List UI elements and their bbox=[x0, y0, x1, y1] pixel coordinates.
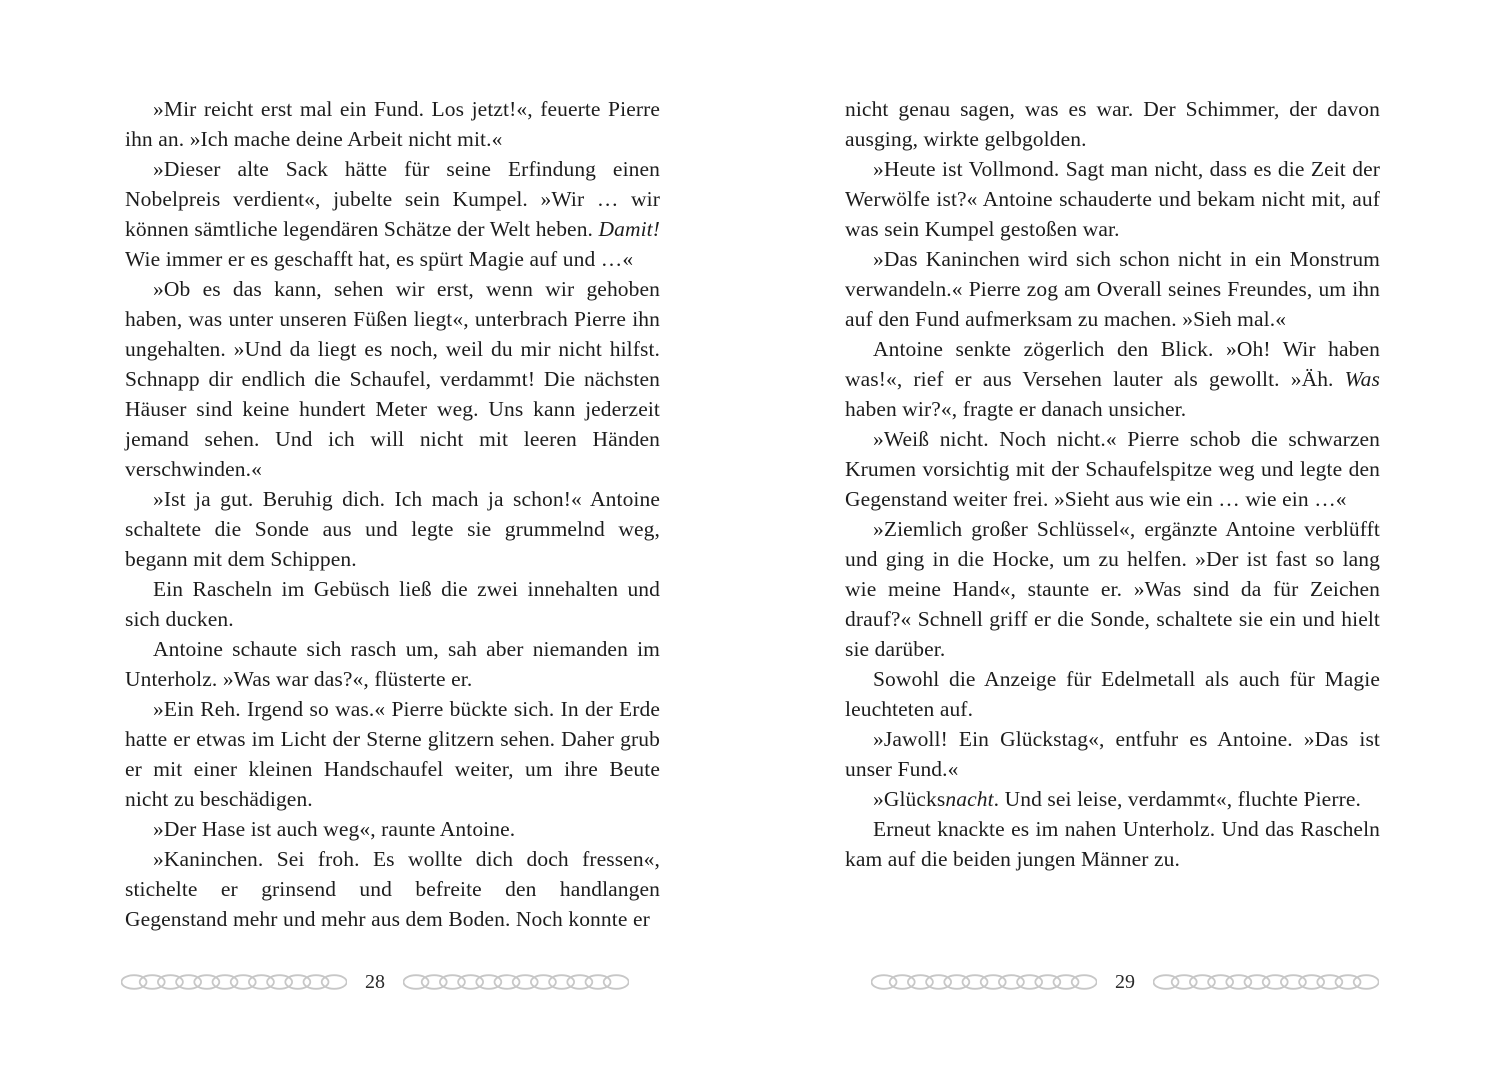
paragraph: »Mir reicht erst mal ein Fund. Los jetzt!«, feuerte Pierre ihn an. »Ich mache deine Arbeit nicht mit.« bbox=[125, 97, 660, 151]
page-footer bbox=[750, 970, 1500, 994]
page-text bbox=[845, 94, 1380, 874]
page-number: 29 bbox=[1115, 971, 1135, 993]
paragraph: »Ist ja gut. Beruhig dich. Ich mach ja schon!« Antoine schaltete die Sonde aus und legte sie grummelnd weg, begann mit dem Schippen. bbox=[125, 487, 660, 571]
paragraph: »Ein Reh. Irgend so was.« Pierre bückte sich. In der Erde hatte er etwas im Licht der Sterne glitzern sehen. Daher grub er mit einer kleinen Handschaufel weiter, um ihre Beute nicht zu beschädigen. bbox=[125, 697, 660, 811]
paragraph: Sowohl die Anzeige für Edelmetall als auch für Magie leuchteten auf. bbox=[845, 667, 1380, 721]
chain-ornament-icon bbox=[403, 971, 629, 993]
paragraph: »Kaninchen. Sei froh. Es wollte dich doch fressen«, stichelte er grinsend und befreite den handlangen Gegenstand mehr und mehr aus dem Boden. Noch konnte er bbox=[125, 847, 660, 931]
page-right bbox=[750, 0, 1500, 1086]
paragraph: »Das Kaninchen wird sich schon nicht in ein Monstrum verwandeln.« Pierre zog am Overall seines Freundes, um ihn auf den Fund aufmerksam zu machen. »Sieh mal.« bbox=[845, 247, 1380, 331]
paragraph: »Ob es das kann, sehen wir erst, wenn wir gehoben haben, was unter unseren Füßen liegt«, unterbrach Pierre ihn ungehalten. »Und da liegt es noch, weil du mir nicht hilfst. Schnapp dir endlich die Schaufel, verdammt! Die nächsten Häuser sind keine hundert Meter weg. Uns kann jederzeit jemand sehen. Und ich will nicht mit leeren Händen verschwinden.« bbox=[125, 277, 660, 481]
paragraph: nicht genau sagen, was es war. Der Schimmer, der davon ausging, wirkte gelbgolden. bbox=[845, 97, 1380, 151]
paragraph: »Jawoll! Ein Glückstag«, entfuhr es Antoine. »Das ist unser Fund.« bbox=[845, 727, 1380, 781]
chain-ornament-icon bbox=[121, 971, 347, 993]
paragraph: Ein Rascheln im Gebüsch ließ die zwei innehalten und sich ducken. bbox=[125, 577, 660, 631]
page-number: 28 bbox=[365, 971, 385, 993]
paragraph: »Dieser alte Sack hätte für seine Erfindung einen Nobelpreis verdient«, jubelte sein Kumpel. »Wir … wir können sämtliche legendären Schätze der Welt heben. Damit! Wie immer er es geschafft hat, es spürt Magie auf und …« bbox=[125, 157, 661, 271]
paragraph: Erneut knackte es im nahen Unterholz. Und das Rascheln kam auf die beiden jungen Männer zu. bbox=[845, 817, 1380, 871]
paragraph: Antoine senkte zögerlich den Blick. »Oh! Wir haben was!«, rief er aus Versehen lauter als gewollt. »Äh. Was haben wir?«, fragte er danach unsicher. bbox=[845, 337, 1380, 421]
paragraph: »Heute ist Vollmond. Sagt man nicht, dass es die Zeit der Werwölfe ist?« Antoine schauderte und bekam nicht mit, auf was sein Kumpel gestoßen war. bbox=[845, 157, 1380, 241]
page-text bbox=[125, 94, 660, 934]
paragraph: Antoine schaute sich rasch um, sah aber niemanden im Unterholz. »Was war das?«, flüsterte er. bbox=[125, 637, 660, 691]
paragraph: »Der Hase ist auch weg«, raunte Antoine. bbox=[153, 817, 516, 841]
paragraph: »Weiß nicht. Noch nicht.« Pierre schob die schwarzen Krumen vorsichtig mit der Schaufelspitze weg und legte den Gegenstand weiter frei. »Sieht aus wie ein … wie ein …« bbox=[845, 427, 1380, 511]
paragraph: »Glücksnacht. Und sei leise, verdammt«, fluchte Pierre. bbox=[873, 787, 1361, 811]
paragraph: »Ziemlich großer Schlüssel«, ergänzte Antoine verblüfft und ging in die Hocke, um zu helfen. »Der ist fast so lang wie meine Hand«, staunte er. »Was sind da für Zeichen drauf?« Schnell griff er die Sonde, schaltete sie ein und hielt sie darüber. bbox=[845, 517, 1380, 661]
page-footer bbox=[0, 970, 750, 994]
chain-ornament-icon bbox=[871, 971, 1097, 993]
chain-ornament-icon bbox=[1153, 971, 1379, 993]
